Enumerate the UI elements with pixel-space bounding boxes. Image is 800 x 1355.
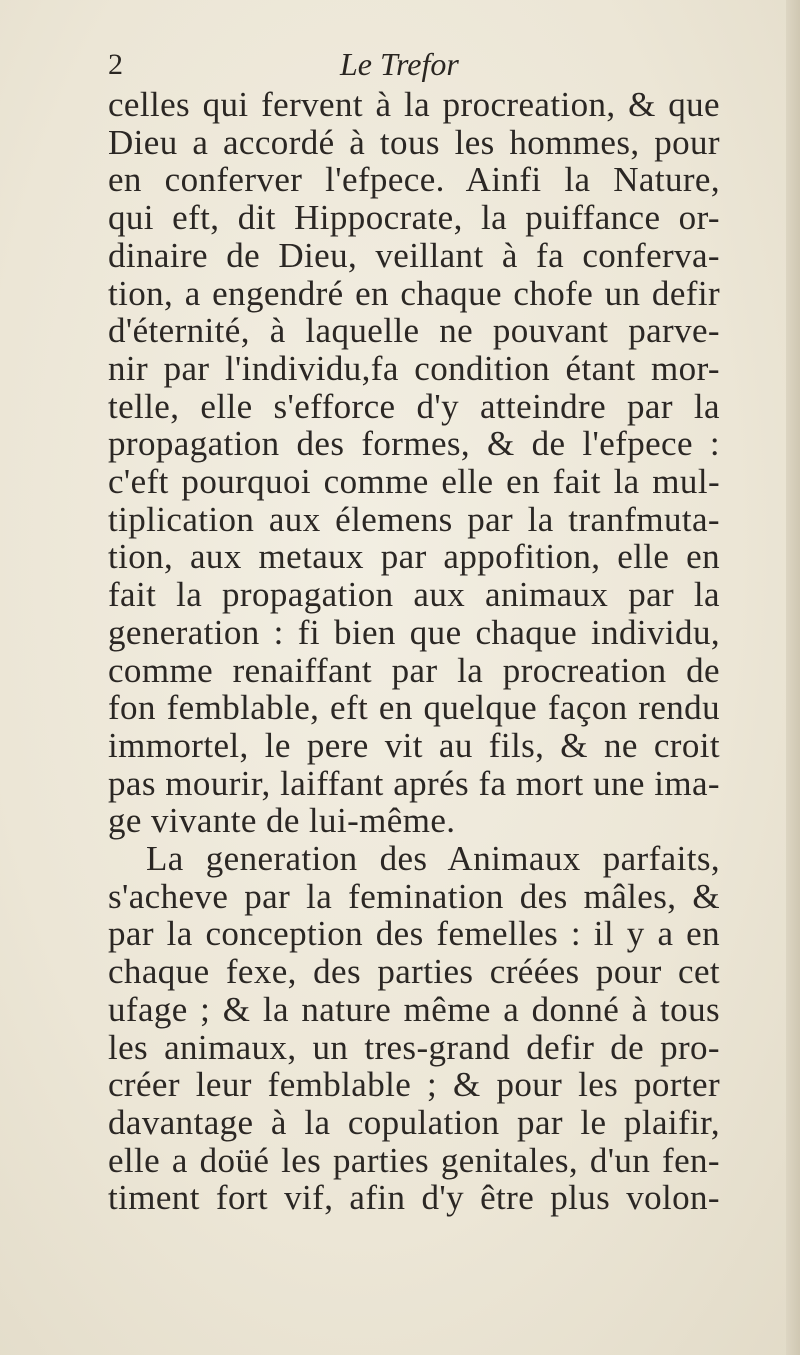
paragraph-1 xyxy=(108,86,720,840)
running-title: Le Trefor xyxy=(340,46,459,82)
text-line: créer leur femblable ; & pour les porter xyxy=(108,1065,720,1105)
text-line: celles qui fervent à la procreation, & que xyxy=(108,85,720,124)
text-line: propagation des formes, & de l'efpece : xyxy=(108,424,720,464)
text-line: par la conception des femelles : il y a en xyxy=(108,914,720,954)
text-line: en conferver l'efpece. Ainfi la Nature, xyxy=(108,160,720,200)
text-line: nir par l'individu,fa condition étant mor- xyxy=(108,348,720,388)
page-number: 2 xyxy=(108,48,123,81)
text-line: les animaux, un tres-grand defir de pro- xyxy=(108,1027,720,1067)
body-text xyxy=(108,86,720,1217)
text-line: ge vivante de lui-même. xyxy=(108,801,456,841)
text-line: ufage ; & la nature même a donné à tous xyxy=(108,989,720,1029)
text-line: generation : fi bien que chaque individu, xyxy=(108,612,720,652)
text-line: telle, elle s'efforce d'y atteindre par la xyxy=(108,386,720,426)
text-line: dinaire de Dieu, veillant à fa conferva- xyxy=(108,235,720,275)
text-line: chaque fexe, des parties créées pour cet xyxy=(108,952,720,992)
text-line: d'éternité, à laquelle ne pouvant parve- xyxy=(108,311,720,351)
text-line: tiplication aux élemens par la tranfmuta- xyxy=(108,499,720,539)
paragraph-2 xyxy=(108,840,720,1217)
text-line: c'eft pourquoi comme elle en fait la mul- xyxy=(108,462,720,502)
text-line: comme renaiffant par la procreation de xyxy=(108,650,720,690)
text-line: elle a doüé les parties genitales, d'un fen- xyxy=(108,1140,720,1180)
text-line: La generation des Animaux parfaits, xyxy=(146,839,720,879)
text-line: fait la propagation aux animaux par la xyxy=(108,575,720,615)
text-line: fon femblable, eft en quelque façon rendu xyxy=(108,688,720,728)
text-line: s'acheve par la femination des mâles, & xyxy=(108,876,720,916)
text-line: davantage à la copulation par le plaifir, xyxy=(108,1102,720,1142)
text-line: pas mourir, laiffant aprés fa mort une ima- xyxy=(108,763,720,803)
text-line: tion, aux metaux par appofition, elle en xyxy=(108,537,720,577)
text-line: Dieu a accordé à tous les hommes, pour xyxy=(108,122,720,162)
text-line: immortel, le pere vit au fils, & ne croit xyxy=(108,725,720,765)
text-line: tion, a engendré en chaque chofe un defir xyxy=(108,273,720,313)
page-edge xyxy=(786,0,800,1355)
text-line: qui eft, dit Hippocrate, la puiffance or- xyxy=(108,198,720,238)
text-line: timent fort vif, afin d'y être plus volon- xyxy=(108,1178,720,1218)
